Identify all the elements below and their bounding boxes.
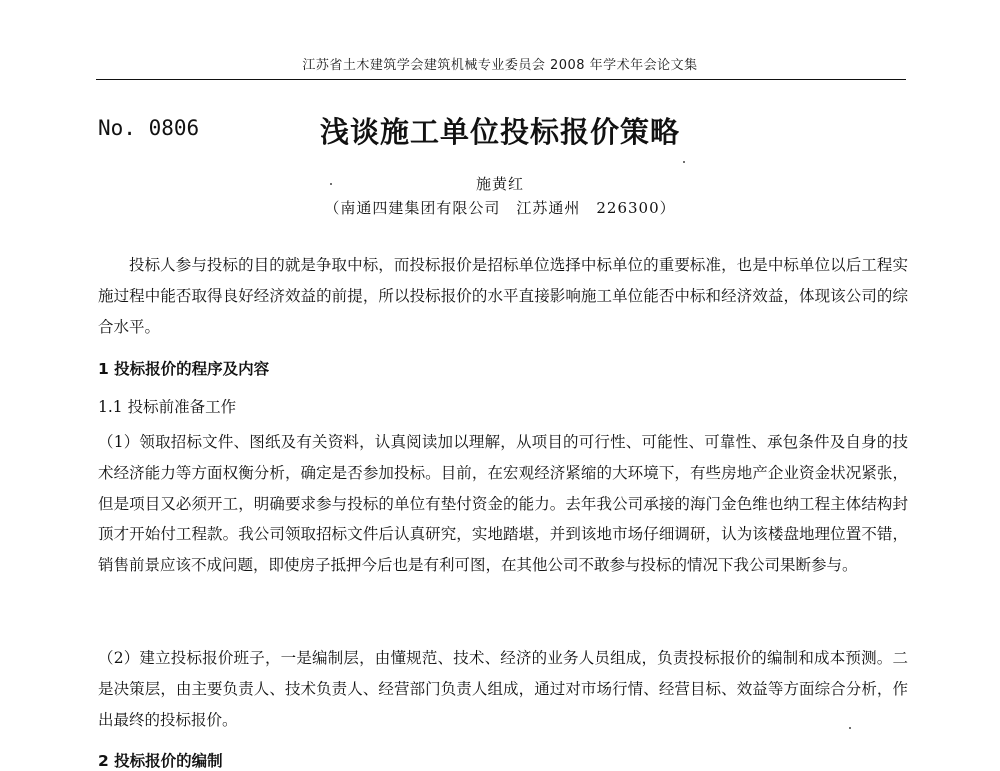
paragraph-2: （2）建立投标报价班子，一是编制层，由懂规范、技术、经济的业务人员组成，负责投标报价的编制和成本预测。二是决策层，由主要负责人、技术负责人、经营部门负责人组成，通过对市场行情、经营目标、效益等方面综合分析，作出最终的投标报价。 bbox=[98, 649, 908, 729]
paper-title: 浅谈施工单位投标报价策略 bbox=[319, 115, 680, 149]
scan-speck bbox=[330, 183, 332, 185]
scan-speck bbox=[849, 727, 851, 729]
paragraph-1: （1）领取招标文件、图纸及有关资料，认真阅读加以理解，从项目的可行性、可能性、可靠性、承包条件及自身的技术经济能力等方面权衡分析，确定是否参加投标。目前，在宏观经济紧缩的大环境下，有些房地产企业资金状况紧张，但是项目又必须开工，明确要求参与投标的单位有垫付资金的能力。去年我公司承接的海门金色维也纳工程主体结构封顶才开始付工程款。我公司领取招标文件后认真研究，实地踏堪，并到该地市场仔细调研，认为该楼盘地理位置不错，销售前景应该不成问题，即使房子抵押今后也是有利可图，在其他公司不敢参与投标的情况下我公司果断参与。 bbox=[98, 433, 908, 575]
author-affiliation: （南通四建集团有限公司 江苏通州 226300） bbox=[324, 199, 676, 217]
header-rule bbox=[96, 79, 906, 80]
paper-number: No. 0806 bbox=[98, 116, 200, 140]
subsection-heading-1-1: 1.1 投标前准备工作 bbox=[98, 398, 237, 416]
intro-paragraph: 投标人参与投标的目的就是争取中标，而投标报价是招标单位选择中标单位的重要标准，也是中标单位以后工程实施过程中能否取得良好经济效益的前提，所以投标报价的水平直接影响施工单位能否中标和经济效益，体现该公司的综合水平。 bbox=[98, 256, 908, 336]
section-heading-1: 1 投标报价的程序及内容 bbox=[98, 360, 270, 378]
section-heading-2-partial: 2 投标报价的编制 bbox=[98, 752, 223, 770]
running-header: 江苏省土木建筑学会建筑机械专业委员会 2008 年学术年会论文集 bbox=[302, 58, 698, 73]
scan-speck bbox=[683, 161, 685, 163]
author-name: 施黄红 bbox=[475, 175, 524, 193]
